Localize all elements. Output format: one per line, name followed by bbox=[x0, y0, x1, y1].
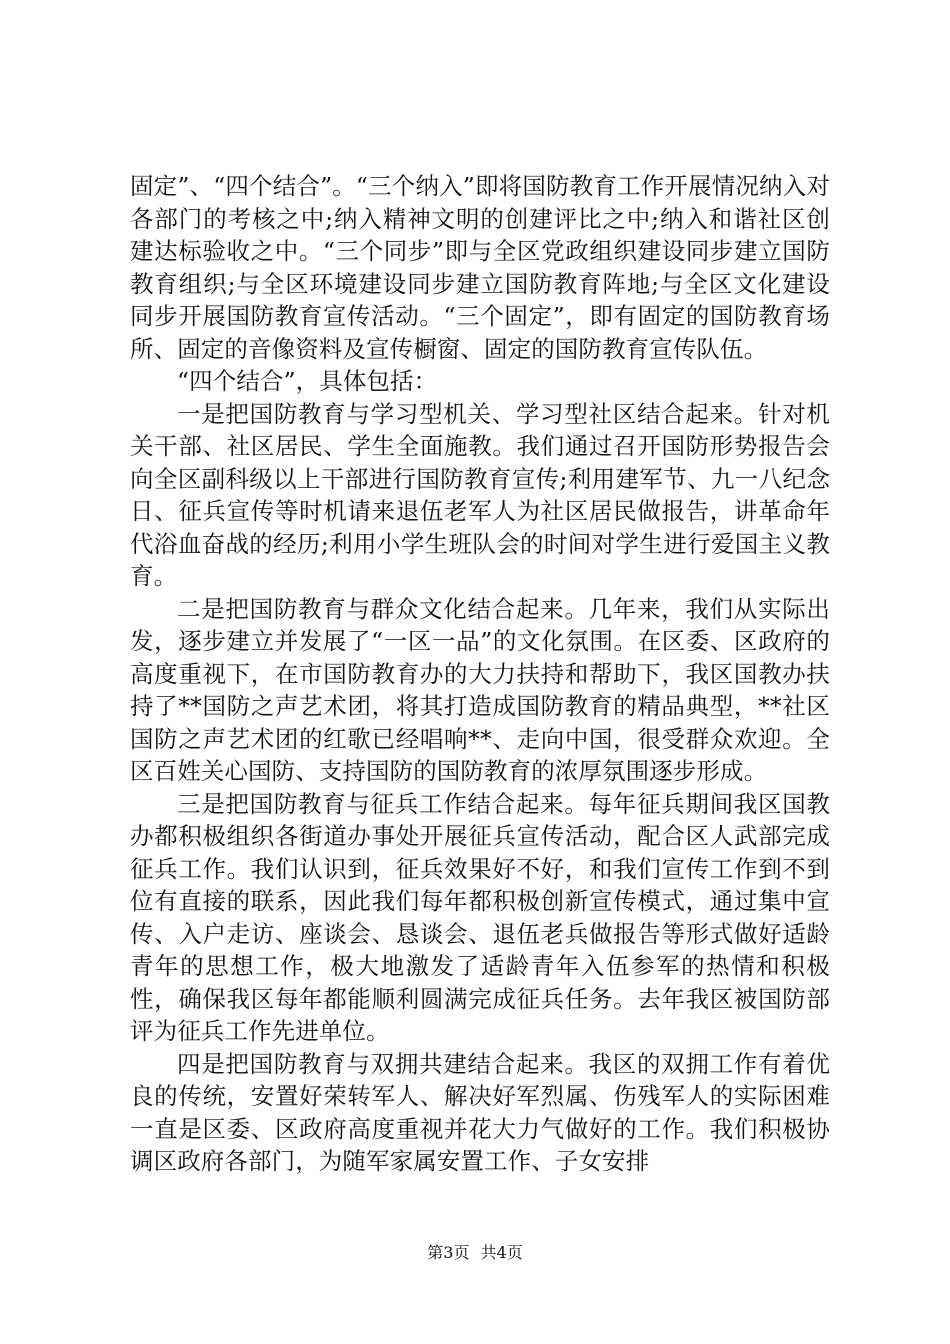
page-number-current: 第3页 bbox=[427, 1243, 470, 1262]
page-number-total: 共4页 bbox=[480, 1243, 523, 1262]
document-body bbox=[130, 170, 830, 1178]
paragraph-point-one: 一是把国防教育与学习型机关、学习型社区结合起来。针对机关干部、社区居民、学生全面施教。我们通过召开国防形势报告会向全区副科级以上干部进行国防教育宣传;利用建军节、九一八纪念日、征兵宣传等时机请来退伍老军人为社区居民做报告，讲革命年代浴血奋战的经历;利用小学生班队会的时间对学生进行爱国主义教育。 bbox=[130, 399, 830, 590]
paragraph-point-three: 三是把国防教育与征兵工作结合起来。每年征兵期间我区国教办都积极组织各街道办事处开展征兵宣传活动，配合区人武部完成征兵工作。我们认识到，征兵效果好不好，和我们宣传工作到不到位有直接的联系，因此我们每年都积极创新宣传模式，通过集中宣传、入户走访、座谈会、恳谈会、退伍老兵做报告等形式做好适龄青年的思想工作，极大地激发了适龄青年入伍参军的热情和积极性，确保我区每年都能顺利圆满完成征兵任务。去年我区被国防部评为征兵工作先进单位。 bbox=[130, 789, 830, 1045]
paragraph-point-two: 二是把国防教育与群众文化结合起来。几年来，我们从实际出发，逐步建立并发展了“一区一品”的文化氛围。在区委、区政府的高度重视下，在市国防教育办的大力扶持和帮助下，我区国教办扶持了**国防之声艺术团，将其打造成国防教育的精品典型，**社区国防之声艺术团的红歌已经唱响**、走向中国，很受群众欢迎。全区百姓关心国防、支持国防的国防教育的浓厚氛围逐步形成。 bbox=[130, 594, 830, 785]
paragraph-four-combinations-intro: “四个结合”，具体包括： bbox=[177, 367, 438, 395]
paragraph-point-four: 四是把国防教育与双拥共建结合起来。我区的双拥工作有着优良的传统，安置好荣转军人、解决好军烈属、伤残军人的实际困难一直是区委、区政府高度重视并花大力气做好的工作。我们积极协调区政府各部门，为随军家属安置工作、子女安排 bbox=[130, 1049, 830, 1175]
paragraph-continuation: 固定”、“四个结合”。“三个纳入”即将国防教育工作开展情况纳入对各部门的考核之中;纳入精神文明的创建评比之中;纳入和谐社区创建达标验收之中。“三个同步”即与全区党政组织建设同步建立国防教育组织;与全区环境建设同步建立国防教育阵地;与全区文化建设同步开展国防教育宣传活动。“三个固定”，即有固定的国防教育场所、固定的音像资料及宣传橱窗、固定的国防教育宣传队伍。 bbox=[130, 172, 830, 363]
page-footer bbox=[0, 1243, 950, 1263]
